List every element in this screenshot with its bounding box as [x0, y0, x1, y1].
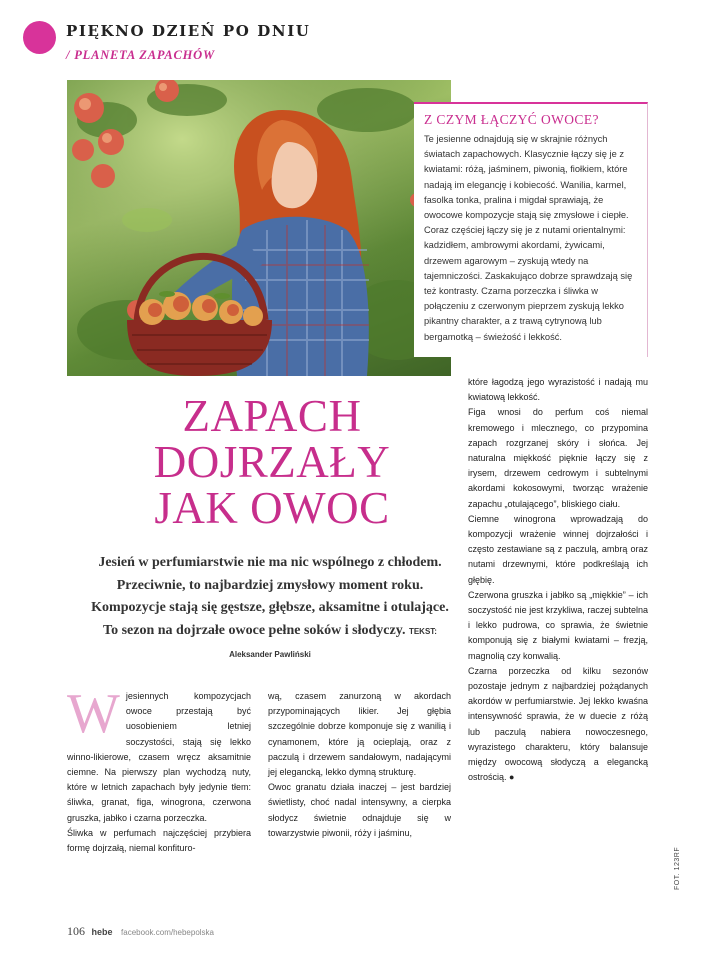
headline-line-1: ZAPACH: [182, 391, 362, 441]
body-paragraph: Ciemne winogrona wprowadzają do kompozycji wrażenie winnej dojrzałości i często zestawiane są z paczulą, ambrą oraz nutami drzewnymi, które podkreślają ich głębię.: [468, 513, 648, 585]
body-paragraph: Owoc granatu działa inaczej – jest bardziej świetlisty, choć nadal intensywny, a cierpka słodycz świetnie odnajduje się w towarzystwie piwonii, róży i jaśminu,: [268, 782, 451, 838]
lead-text: Jesień w perfumiarstwie nie ma nic wspólnego z chłodem. Przeciwnie, to najbardziej zmysłowy moment roku. Kompozycje stają się gęstsze, głębsze, aksamitne i otulające. To sezon na dojrzałe owoce pełne soków i słodyczy.: [91, 555, 449, 638]
body-paragraph: Czerwona gruszka i jabłko są „miękkie” – ich soczystość nie jest krzykliwa, raczej subtelna i lekko pudrowa, co sprawia, że świetnie komponują się z białymi kwiatami – frezją, magnolią czy konwalią.: [468, 589, 648, 661]
photo-credit: FOT. 123RF: [674, 846, 681, 890]
section-marker-dot: [23, 21, 56, 54]
social-link[interactable]: facebook.com/hebepolska: [121, 928, 214, 937]
drop-cap: W: [67, 683, 120, 745]
hero-photo: [67, 80, 451, 376]
sidebar-box: [414, 102, 648, 357]
body-column-2: [268, 689, 451, 841]
page-number: 106: [67, 924, 85, 938]
lead-paragraph: [90, 552, 450, 667]
brand-logo: hebe: [91, 927, 113, 937]
body-paragraph: Śliwka w perfumach najczęściej przybiera formę dojrzałą, niemal konfituro-: [67, 827, 251, 854]
byline: TEKST: Aleksander Pawliński: [229, 626, 437, 659]
body-paragraph: Figa wnosi do perfum coś niemal kremowego i mlecznego, co przypomina zapach rozgrzanej skóry i słońca. Jej naturalna miękkość pięknie łączy się z irysem, drzewem cedrowym i subtelnymi akordami kokosowymi, tworząc wrażenie zapachu „otulającego”, bliskiego ciału.: [468, 407, 648, 509]
sidebar-title: Z CZYM ŁĄCZYĆ OWOCE?: [424, 112, 599, 127]
body-paragraph-text: Czarna porzeczka od kilku sezonów pozostaje jednym z najbardziej pożądanych akordów w perfumiarstwie. Jej lekko kwaśna intensywność sprawia, że w duecie z różą lub paczulą nabiera nowoczesnego, wyrazistego charakteru, który balansuje między owocową słodyczą a elegancką ostrością.: [468, 665, 648, 783]
body-paragraph: wą, czasem zanurzoną w akordach przypominających likier. Jej głębia szczególnie dobrze komponuje się z wanilią i cynamonem, które ją ocieplają, oraz z paczulą i drzewem sandałowym, nadającymi jej elegancką, lekko dymną strukturę.: [268, 691, 451, 778]
body-paragraph: [468, 664, 648, 786]
headline-line-3: JAK OWOC: [154, 483, 390, 533]
woman-picking-apples-illustration: [67, 80, 451, 376]
section-subtitle: / PLANETA ZAPACHÓW: [66, 48, 215, 62]
body-column-3: [468, 375, 648, 785]
section-title: PIĘKNO DZIEŃ PO DNIU: [66, 22, 311, 40]
headline-line-2: DOJRZAŁY: [153, 437, 391, 487]
body-column-1: [67, 683, 251, 856]
article-headline: [112, 393, 432, 531]
page-footer: [67, 924, 214, 939]
sidebar-text: Te jesienne odnajdują się w skrajnie różnych światach zapachowych. Klasycznie łączy się je z kwiatami: różą, jaśminem, piwonią, fiołkiem, które nadają im elegancję i kobiecość. Wanilia, karmel, fasolka tonka, pralina i migdał sprawiają, że owocowe kompozycje stają się zmysłowe i ciepłe. Coraz częściej łączy się je z nutami orientalnymi: kadzidłem, ambrowymi akordami, żywicami, drzewem agarowym – zyskują wtedy na tajemniczości. Zaskakująco dobrze sprawdzają się też kontrasty. Czarna porzeczka i śliwka w połączeniu z czerwonym pieprzem zyskują lekko pikantny charakter, a z trawą cytrynową lub bergamotką – świeżość i lekkość.: [424, 134, 633, 342]
body-paragraph: które łagodzą jego wyrazistość i nadają mu kwiatową lekkość.: [468, 377, 648, 403]
end-mark-icon: ●: [509, 772, 515, 783]
body-paragraph: jesiennych kompozycjach owoce przestają być uosobieniem letniej soczystości, stają się lekko winno-likierowe, czasem wręcz aksamitnie ciemne. Na pierwszy plan wychodzą nuty, które w letnich zapachach były jedynie tłem: śliwka, granat, figa, winogrona, czerwona gruszka, jabłko i czarna porzeczka.: [67, 691, 251, 823]
